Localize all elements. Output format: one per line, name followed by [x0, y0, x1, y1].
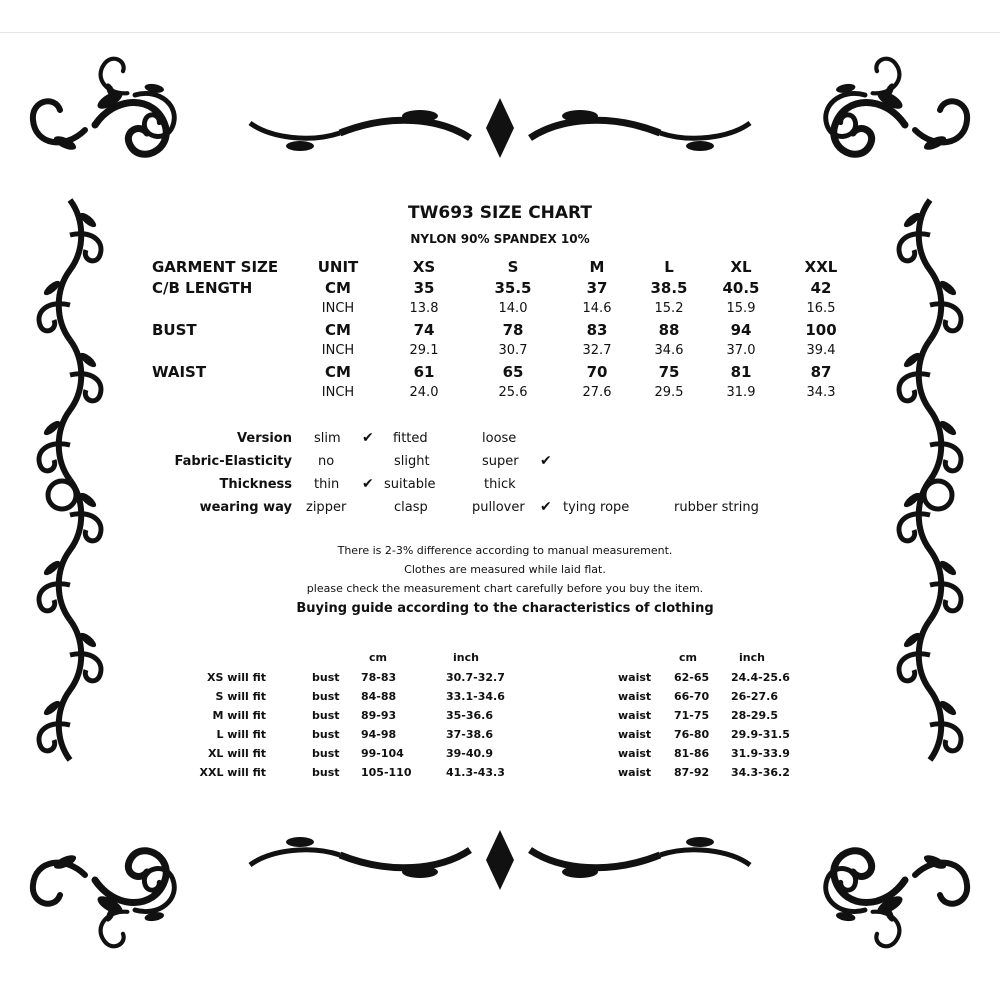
- guide-waist-cm: 62-65: [674, 671, 710, 684]
- frame-corner-bottom-left: [33, 851, 190, 958]
- cell-value: 100: [805, 321, 837, 339]
- cell-value: 25.6: [498, 385, 528, 400]
- cell-value: 94: [730, 321, 752, 339]
- guide-bust-cm: 94-98: [361, 728, 397, 741]
- header-size-l: L: [664, 258, 674, 276]
- guide-waist-inch: 34.3-36.2: [731, 766, 790, 779]
- feature-label-version: Version: [237, 431, 292, 446]
- cell-value: 34.3: [806, 385, 836, 400]
- frame-right-side: [899, 200, 961, 760]
- option-loose: loose: [482, 431, 517, 446]
- cell-value: 88: [658, 321, 680, 339]
- guide-bust-cm: 99-104: [361, 747, 404, 760]
- cell-value: 27.6: [582, 385, 612, 400]
- guide-waist-cm: 81-86: [674, 747, 710, 760]
- cell-value: 30.7: [498, 343, 528, 358]
- row-label-cb-length: C/B LENGTH: [152, 279, 253, 297]
- guide-col-cm: cm: [369, 651, 387, 664]
- check-icon: ✔: [540, 453, 552, 469]
- guide-waist-cm: 66-70: [674, 690, 710, 703]
- frame-left-side: [39, 200, 101, 760]
- option-pullover: pullover: [472, 500, 525, 515]
- option-slim: slim: [314, 431, 341, 446]
- unit-cm: CM: [325, 321, 351, 339]
- header-unit: UNIT: [317, 258, 359, 276]
- guide-waist-word: waist: [618, 671, 652, 684]
- guide-col-inch: inch: [453, 651, 479, 664]
- check-icon: ✔: [540, 499, 552, 515]
- option-clasp: clasp: [394, 500, 428, 515]
- header-size-s: S: [507, 258, 519, 276]
- unit-inch: INCH: [321, 343, 355, 358]
- feature-label-fabric-elasticity: Fabric-Elasticity: [174, 454, 292, 469]
- feature-label-wearing-way: wearing way: [199, 500, 292, 515]
- guide-row-label: L will fit: [216, 728, 266, 741]
- cell-value: 37: [586, 279, 608, 297]
- option-tying-rope: tying rope: [563, 500, 630, 515]
- unit-cm: CM: [325, 279, 351, 297]
- guide-waist-inch: 29.9-31.5: [731, 728, 790, 741]
- header-garment-size: GARMENT SIZE: [152, 258, 279, 276]
- frame-top-center: [250, 98, 750, 158]
- feature-label-thickness: Thickness: [219, 477, 292, 492]
- cell-value: 31.9: [726, 385, 756, 400]
- cell-value: 14.6: [582, 301, 612, 316]
- guide-col-inch: inch: [739, 651, 765, 664]
- row-label-bust: BUST: [152, 321, 197, 339]
- cell-value: 40.5: [722, 279, 760, 297]
- check-icon: ✔: [362, 430, 374, 446]
- cell-value: 35.5: [494, 279, 532, 297]
- guide-col-cm: cm: [679, 651, 697, 664]
- guide-bust-inch: 35-36.6: [446, 709, 494, 722]
- cell-value: 87: [810, 363, 832, 381]
- cell-value: 32.7: [582, 343, 612, 358]
- cell-value: 83: [586, 321, 608, 339]
- guide-waist-cm: 87-92: [674, 766, 710, 779]
- header-size-m: M: [589, 258, 605, 276]
- guide-bust-word: bust: [312, 690, 340, 703]
- guide-waist-inch: 24.4-25.6: [731, 671, 790, 684]
- cell-value: 74: [413, 321, 435, 339]
- buying-guide-title: Buying guide according to the characteristics of clothing: [296, 601, 714, 616]
- guide-waist-word: waist: [618, 728, 652, 741]
- guide-bust-word: bust: [312, 671, 340, 684]
- cell-value: 37.0: [726, 343, 756, 358]
- guide-bust-inch: 30.7-32.7: [446, 671, 505, 684]
- header-size-xl: XL: [730, 258, 752, 276]
- option-slight: slight: [394, 454, 430, 469]
- cell-value: 15.9: [726, 301, 756, 316]
- cell-value: 16.5: [806, 301, 836, 316]
- guide-bust-inch: 37-38.6: [446, 728, 494, 741]
- unit-inch: INCH: [321, 301, 355, 316]
- guide-bust-inch: 33.1-34.6: [446, 690, 505, 703]
- note-line: please check the measurement chart carefully before you buy the item.: [306, 582, 704, 595]
- cell-value: 81: [730, 363, 752, 381]
- check-icon: ✔: [362, 476, 374, 492]
- guide-row-label: XL will fit: [207, 747, 266, 760]
- cell-value: 78: [502, 321, 524, 339]
- guide-waist-inch: 31.9-33.9: [731, 747, 790, 760]
- cell-value: 75: [658, 363, 680, 381]
- unit-inch: INCH: [321, 385, 355, 400]
- frame-corner-bottom-right: [810, 851, 967, 958]
- cell-value: 61: [413, 363, 435, 381]
- guide-bust-word: bust: [312, 728, 340, 741]
- guide-row-label: S will fit: [215, 690, 266, 703]
- option-super: super: [482, 454, 519, 469]
- guide-row-label: M will fit: [212, 709, 266, 722]
- cell-value: 35: [413, 279, 435, 297]
- cell-value: 13.8: [409, 301, 439, 316]
- cell-value: 39.4: [806, 343, 836, 358]
- cell-value: 29.1: [409, 343, 439, 358]
- guide-waist-cm: 76-80: [674, 728, 710, 741]
- frame-corner-top-right: [810, 47, 967, 154]
- cell-value: 15.2: [654, 301, 684, 316]
- guide-bust-cm: 78-83: [361, 671, 397, 684]
- guide-waist-inch: 26-27.6: [731, 690, 779, 703]
- unit-cm: CM: [325, 363, 351, 381]
- cell-value: 34.6: [654, 343, 684, 358]
- cell-value: 65: [502, 363, 524, 381]
- note-line: There is 2-3% difference according to manual measurement.: [337, 544, 673, 557]
- guide-waist-word: waist: [618, 690, 652, 703]
- header-size-xxl: XXL: [804, 258, 838, 276]
- header-size-xs: XS: [412, 258, 436, 276]
- option-rubber-string: rubber string: [674, 500, 759, 515]
- guide-bust-word: bust: [312, 747, 340, 760]
- frame-corner-top-left: [33, 47, 190, 154]
- guide-bust-word: bust: [312, 766, 340, 779]
- cell-value: 29.5: [654, 385, 684, 400]
- row-label-waist: WAIST: [152, 363, 207, 381]
- cell-value: 70: [586, 363, 608, 381]
- guide-bust-cm: 84-88: [361, 690, 397, 703]
- option-thin: thin: [314, 477, 340, 492]
- guide-row-label: XXL will fit: [199, 766, 266, 779]
- fabric-composition: NYLON 90% SPANDEX 10%: [410, 232, 590, 246]
- guide-row-label: XS will fit: [207, 671, 266, 684]
- cell-value: 24.0: [409, 385, 439, 400]
- guide-waist-cm: 71-75: [674, 709, 710, 722]
- guide-waist-word: waist: [618, 766, 652, 779]
- guide-waist-inch: 28-29.5: [731, 709, 779, 722]
- option-suitable: suitable: [384, 477, 436, 492]
- option-zipper: zipper: [306, 500, 347, 515]
- cell-value: 38.5: [650, 279, 688, 297]
- guide-waist-word: waist: [618, 709, 652, 722]
- option-no: no: [318, 454, 335, 469]
- option-fitted: fitted: [393, 431, 428, 446]
- chart-title: TW693 SIZE CHART: [408, 203, 592, 223]
- guide-waist-word: waist: [618, 747, 652, 760]
- frame-bottom-center: [250, 830, 750, 890]
- option-thick: thick: [484, 477, 516, 492]
- guide-bust-inch: 41.3-43.3: [446, 766, 505, 779]
- guide-bust-cm: 89-93: [361, 709, 397, 722]
- guide-bust-inch: 39-40.9: [446, 747, 494, 760]
- cell-value: 14.0: [498, 301, 528, 316]
- note-line: Clothes are measured while laid flat.: [404, 563, 606, 576]
- guide-bust-cm: 105-110: [361, 766, 412, 779]
- cell-value: 42: [810, 279, 832, 297]
- guide-bust-word: bust: [312, 709, 340, 722]
